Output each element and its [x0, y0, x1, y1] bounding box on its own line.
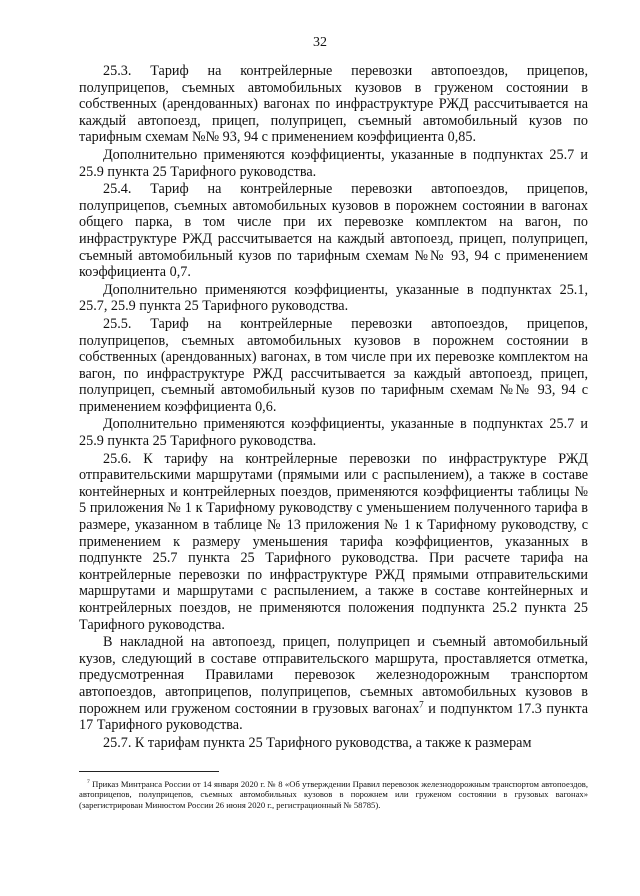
footnote-reference[interactable]: 7: [419, 698, 424, 709]
paragraph-25-3: 25.3. Тариф на контрейлерные перевозки автопоездов, прицепов, полуприцепов, съемных автомобильных кузовов в груженом состоянии в собственных (арендованных) вагонах по инфраструктуре РЖД рассчитывается на каждый автопоезд, прицеп, полуприцеп, съемный автомобильный кузов по тарифным схемам №№ 93, 94 с применением коэффициента 0,85.: [79, 63, 588, 146]
footnote-mark: 7: [87, 779, 90, 786]
paragraph-waybill-note: [79, 634, 588, 734]
footnote-divider: [79, 771, 219, 772]
paragraph-25-5: 25.5. Тариф на контрейлерные перевозки автопоездов, прицепов, полуприцепов, съемных автомобильных кузовов в порожнем состоянии в собственных (арендованных) вагонах, в том числе при их перевозке комплектом на вагон, по инфраструктуре РЖД рассчитывается за каждый автопоезд, прицеп, полуприцеп, съемный автомобильный кузов по тарифным схемам №№ 93, 94 с применением коэффициента 0,6.: [79, 315, 588, 415]
waybill-note-tail: и подпунктом 17.3 пункта 17 Тарифного руководства.: [79, 700, 589, 734]
paragraph-25-4: 25.4. Тариф на контрейлерные перевозки автопоездов, прицепов, полуприцепов, съемных автомобильных кузовов в порожнем состоянии в вагонах общего парка, в том числе при их перевозке комплектом на вагон, по инфраструктуре РЖД рассчитывается на каждый автопоезд, прицеп, полуприцеп, съемный автомобильный кузов по тарифным схемам №№ 93, 94 с применением коэффициента 0,7.: [79, 181, 588, 281]
waybill-note-text: В накладной на автопоезд, прицеп, полуприцеп и съемный автомобильный кузов, следующий в составе отправительского маршрута, проставляется отметка, предусмотренная Правилами перевозок железнодорожным транспортом автопоездов, автоприцепов, полуприцепов, съемных автомобильных кузовов в порожнем или груженом состоянии в грузовых вагонах: [79, 634, 588, 717]
footnote-text: Приказ Минтранса России от 14 января 2020 г. № 8 «Об утверждении Правил перевозок железнодорожным транспортом автопоездов, автоприцепов, полуприцепов, съемных автомобильных кузовов в порожнем или груженом состоянии в грузовых вагонах» (зарегистрирован Минюстом России 26 июня 2020 г., регистрационный № 58785).: [79, 779, 588, 810]
paragraph-25-7: 25.7. К тарифам пункта 25 Тарифного руководства, а также к размерам: [103, 734, 532, 751]
paragraph-25-3-additional: Дополнительно применяются коэффициенты, указанные в подпунктах 25.7 и 25.9 пункта 25 Тарифного руководства.: [79, 146, 588, 180]
footnote: [79, 779, 588, 810]
body-text: [79, 63, 588, 752]
paragraph-25-4-additional: Дополнительно применяются коэффициенты, указанные в подпунктах 25.1, 25.7, 25.9 пункта 25 Тарифного руководства.: [79, 281, 588, 315]
page-number: 32: [313, 35, 327, 50]
paragraph-25-6: 25.6. К тарифу на контрейлерные перевозки по инфраструктуре РЖД отправительскими маршрутами (прямыми или с распылением), а также в составе контейнерных и контрейлерных поездов, применяются коэффициенты таблицы № 5 приложения № 1 к Тарифному руководству с уменьшением полученного тарифа в размере, указанном в таблице № 13 приложения № 1 к Тарифному руководству, с применением к размеру уменьшения тарифа коэффициентов, указанных в подпункте 25.7 пункта 25 Тарифного руководства. При расчете тарифа на контрейлерные перевозки по инфраструктуре РЖД прямыми отправительскими маршрутами и маршрутами с распылением, а также в составе контейнерных и контрейлерных поездов, не применяются положения подпункта 25.2 пункта 25 Тарифного руководства.: [79, 450, 588, 633]
paragraph-25-5-additional: Дополнительно применяются коэффициенты, указанные в подпунктах 25.7 и 25.9 пункта 25 Тарифного руководства.: [79, 416, 588, 450]
